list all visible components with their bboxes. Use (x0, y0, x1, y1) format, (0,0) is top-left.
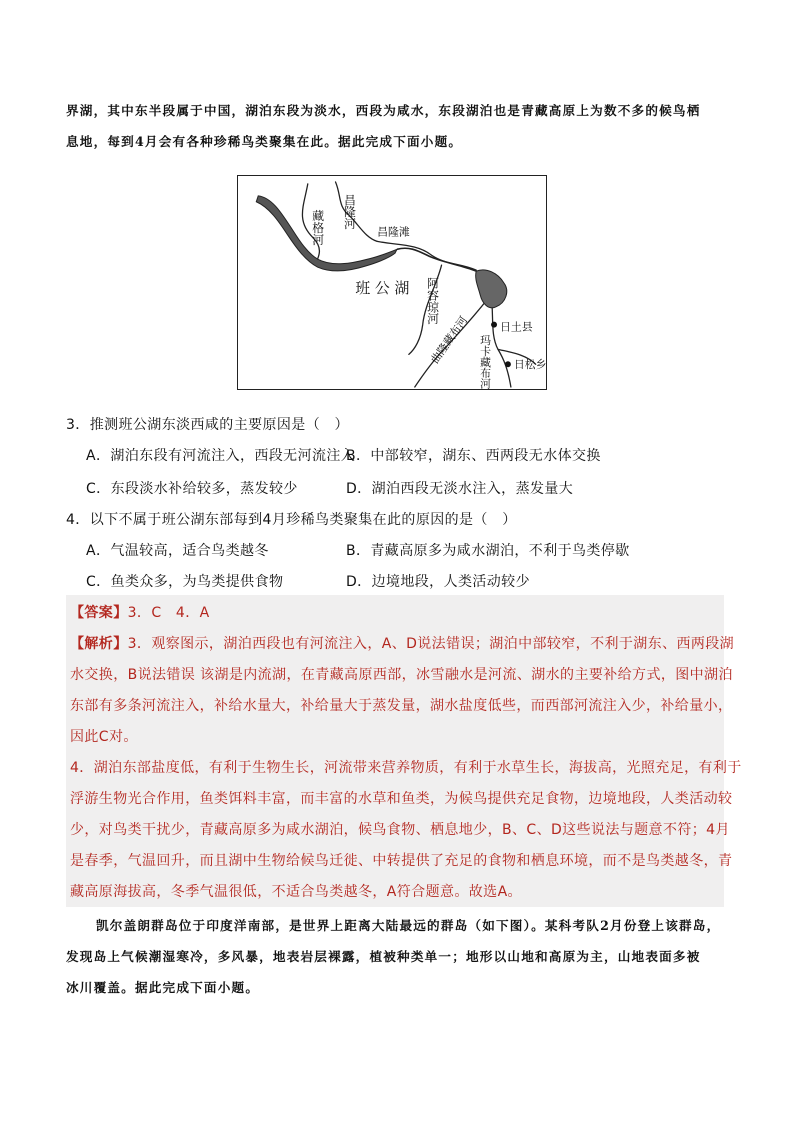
q3-stem: 3．推测班公湖东淡西咸的主要原因是（ ） (66, 417, 349, 433)
risong-town-marker (505, 361, 511, 367)
label-arong: 阿容琼河 (425, 277, 440, 325)
label-lake: 班 公 湖 (355, 278, 410, 297)
analysis-line-3: 东部有多条河流注入，补给水量大，补给量大于蒸发量，湖水盐度低些，而西部河流注入少，补给量小， (70, 698, 733, 714)
bangong-lake-west (256, 193, 397, 271)
q4-stem: 4．以下不属于班公湖东部每到4月珍稀鸟类聚集在此的原因的是（ ） (66, 512, 517, 528)
q3-option-d: D．湖泊西段无淡水注入，蒸发量大 (346, 481, 574, 497)
bangong-lake-east (476, 270, 507, 308)
analysis-line-4: 因此C对。 (70, 729, 138, 745)
rutu-county-marker (491, 322, 497, 328)
analysis-line-8: 是春季，气温回升，而且湖中生物给候鸟迁徙、中转提供了充足的食物和栖息环境，而不是鸟类越冬，青 (70, 853, 733, 869)
analysis-tag: 【解析】 (70, 636, 128, 652)
label-zangge: 藏格河 (310, 209, 325, 246)
q4-option-a: A．气温较高，适合鸟类越冬 (86, 543, 269, 559)
label-changlong-river: 昌隆河 (342, 193, 357, 230)
next-intro-line-2: 发现岛上气候潮湿寒冷，多风暴，地表岩层裸露，植被种类单一；地形以山地和高原为主，山地表面多被 (66, 949, 701, 964)
analysis-line-7: 少，对鸟类干扰少，青藏高原多为咸水湖泊，候鸟食物、栖息地少，B、C、D这些说法与题意不符；4月 (70, 822, 730, 838)
analysis-line-2: 水交换，B说法错误 该湖是内流湖，在青藏高原西部，冰雪融水是河流、湖水的主要补给方式，图中湖泊 (70, 667, 733, 683)
next-intro-line-3: 冰川覆盖。据此完成下面小题。 (66, 980, 260, 995)
intro-line-2: 息地，每到4月会有各种珍稀鸟类聚集在此。据此完成下面小题。 (66, 134, 463, 149)
bangong-lake-middle (397, 248, 476, 271)
q3-option-a: A．湖泊东段有河流注入，西段无河流注入 (86, 448, 356, 464)
label-changlong-tan: 昌隆滩 (377, 225, 410, 239)
answer-tag: 【答案】 (70, 605, 128, 621)
label-qulong: 曲隆藏布河 (428, 313, 471, 366)
answer-text: 3．C 4．A (127, 605, 210, 621)
analysis-line-9: 藏高原海拔高，冬季气温很低，不适合鸟类越冬，A符合题意。故选A。 (70, 884, 522, 900)
analysis-line-1: 【解析】3．观察图示，湖泊西段也有河流注入，A、D说法错误；湖泊中部较窄，不利于湖东、西两段湖 (70, 636, 735, 652)
analysis-line-6: 浮游生物光合作用，鱼类饵料丰富，而丰富的水草和鱼类，为候鸟提供充足食物，边境地段，人类活动较 (70, 791, 733, 807)
q4-option-b: B．青藏高原多为咸水湖泊，不利于鸟类停歇 (346, 543, 630, 559)
bangong-lake-map (237, 175, 547, 390)
q4-option-c: C．鱼类众多，为鸟类提供食物 (86, 574, 284, 590)
next-intro-line-1: 凯尔盖朗群岛位于印度洋南部，是世界上距离大陆最远的群岛（如下图）。某科考队2月份登上该群岛， (96, 918, 721, 933)
q3-option-b: B．中部较窄，湖东、西两段无水体交换 (346, 448, 601, 464)
maqu-river (491, 295, 511, 387)
intro-line-1: 界湖，其中东半段属于中国，湖泊东段为淡水，西段为咸水，东段湖泊也是青藏高原上为数不多的候鸟栖 (66, 103, 701, 118)
label-risong: 日松乡 (513, 358, 546, 372)
label-rutu: 日土县 (499, 320, 533, 334)
answer-line (70, 602, 210, 622)
q4-option-d: D．边境地段，人类活动较少 (346, 574, 530, 590)
q3-option-c: C．东段淡水补给较多，蒸发较少 (86, 481, 298, 497)
label-maqu: 玛卡藏布河 (478, 334, 492, 389)
analysis-line-5: 4．湖泊东部盐度低，有利于生物生长，河流带来营养物质，有利于水草生长，海拔高，光照充足，有利于 (70, 760, 742, 776)
